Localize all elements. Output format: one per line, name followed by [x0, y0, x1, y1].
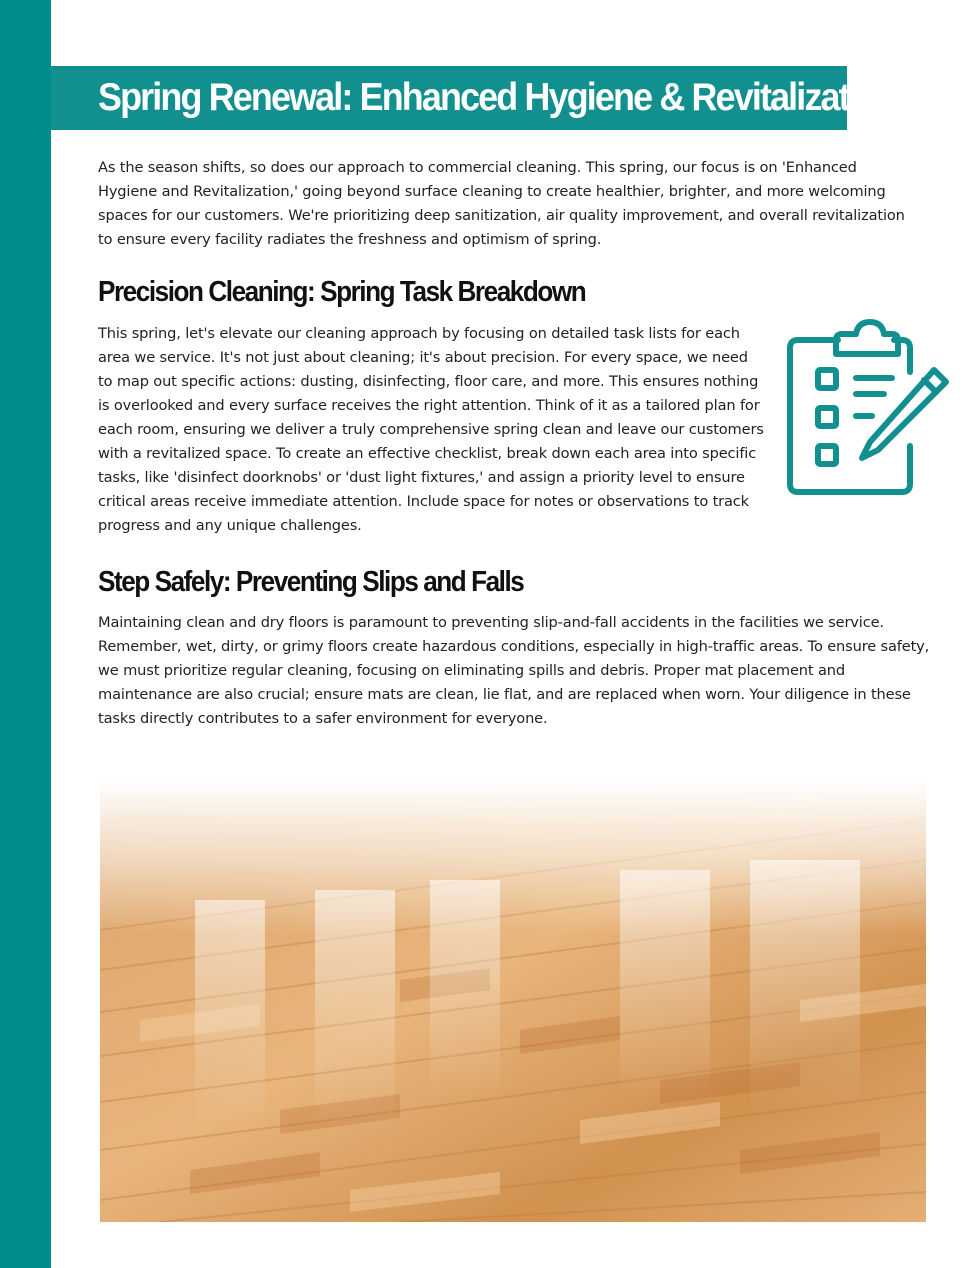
safety-heading: Step Safely: Preventing Slips and Falls — [98, 566, 524, 598]
title-banner — [51, 66, 898, 130]
intro-paragraph: As the season shifts, so does our approach to commercial cleaning. This spring, our focus is on 'Enhanced Hygiene and Revitalization,' going beyond surface cleaning to create healthier, brighter, and more welcoming spaces for our customers. We're prioritizing deep sanitization, air quality improvement, and overall revitalization to ensure every facility radiates the freshness and optimism of spring. — [98, 159, 905, 248]
precision-heading: Precision Cleaning: Spring Task Breakdown — [98, 276, 586, 308]
page-title: Spring Renewal: Enhanced Hygiene & Revitalization — [98, 76, 898, 119]
clipboard-checklist-icon — [784, 318, 956, 502]
side-accent-bar — [0, 0, 51, 1268]
precision-paragraph: This spring, let's elevate our cleaning approach by focusing on detailed task lists for each area we service. It's not just about cleaning; it's about precision. For every space, we need to map out specific actions: dusting, disinfecting, floor care, and more. This ensures nothing is overlooked and every surface receives the right attention. Think of it as a tailored plan for each room, ensuring we deliver a truly comprehensive spring clean and leave our customers with a revitalized space. To create an effective checklist, break down each area into specific tasks, like 'disinfect doorknobs' or 'dust light fixtures,' and assign a priority level to ensure critical areas receive immediate attention. Include space for notes or observations to track progress and any unique challenges. — [98, 325, 764, 534]
hardwood-floor-photo — [100, 780, 926, 1222]
safety-paragraph: Maintaining clean and dry floors is paramount to preventing slip-and-fall accidents in the facilities we service. Remember, wet, dirty, or grimy floors create hazardous conditions, especially in high-traffic areas. To ensure safety, we must prioritize regular cleaning, focusing on eliminating spills and debris. Proper mat placement and maintenance are also crucial; ensure mats are clean, lie flat, and are replaced when worn. Your diligence in these tasks directly contributes to a safer environment for everyone. — [98, 614, 930, 727]
